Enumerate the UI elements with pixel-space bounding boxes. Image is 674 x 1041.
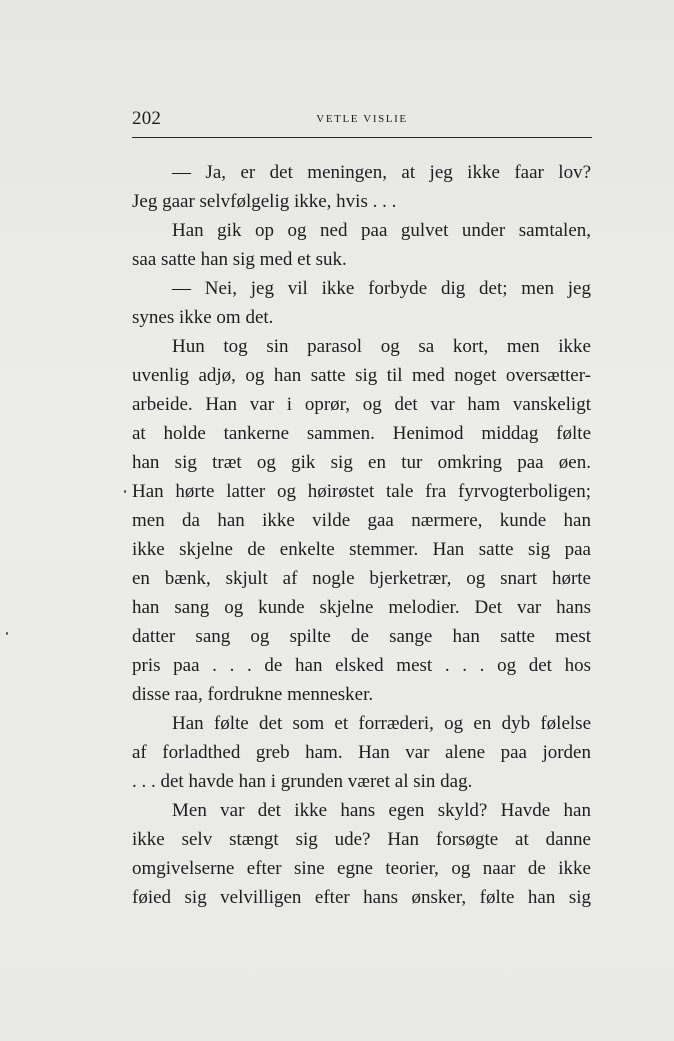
- text-line: disse raa, fordrukne mennesker.: [132, 684, 374, 705]
- text-line: Han følte det som et forræderi, og en dyb følelse: [172, 713, 591, 734]
- text-line: Jeg gaar selvfølgelig ikke, hvis . . .: [132, 191, 397, 212]
- header-rule: [132, 137, 592, 138]
- text-line: — Ja, er det meningen, at jeg ikke faar lov?: [172, 162, 591, 183]
- text-line: pris paa . . . de han elsked mest . . . og det hos: [132, 655, 591, 676]
- text-line: ikke selv stængt sig ude? Han forsøgte at danne: [132, 829, 591, 850]
- text-line: saa satte han sig med et suk.: [132, 249, 347, 270]
- text-line: men da han ikke vilde gaa nærmere, kunde han: [132, 510, 591, 531]
- body-text: [132, 158, 591, 912]
- text-line: Han hørte latter og høirøstet tale fra fyrvogterboligen;: [132, 481, 591, 502]
- text-line: synes ikke om det.: [132, 307, 274, 328]
- running-head: VETLE VISLIE: [316, 113, 408, 125]
- text-line: at holde tankerne sammen. Henimod middag følte: [132, 423, 591, 444]
- page-number: 202: [132, 108, 162, 129]
- text-line: ikke skjelne de enkelte stemmer. Han satte sig paa: [132, 539, 591, 560]
- text-line: arbeide. Han var i oprør, og det var ham vanskeligt: [132, 394, 591, 415]
- page-header: [132, 108, 592, 134]
- text-line: — Nei, jeg vil ikke forbyde dig det; men jeg: [172, 278, 591, 299]
- text-line: en bænk, skjult af nogle bjerketrær, og snart hørte: [132, 568, 591, 589]
- text-line: . . . det havde han i grunden været al sin dag.: [132, 771, 473, 792]
- text-line: datter sang og spilte de sange han satte mest: [132, 626, 591, 647]
- text-line: han sig træt og gik sig en tur omkring paa øen.: [132, 452, 591, 473]
- text-line: Han gik op og ned paa gulvet under samtalen,: [172, 220, 591, 241]
- text-line: føied sig velvilligen efter hans ønsker, følte han sig: [132, 887, 591, 908]
- paper-speck: [124, 490, 126, 493]
- paper-speck: [6, 632, 8, 635]
- text-line: Hun tog sin parasol og sa kort, men ikke: [172, 336, 591, 357]
- text-line: han sang og kunde skjelne melodier. Det var hans: [132, 597, 591, 618]
- text-line: Men var det ikke hans egen skyld? Havde han: [172, 800, 591, 821]
- text-line: uvenlig adjø, og han satte sig til med noget oversætter-: [132, 365, 591, 386]
- text-line: af forladthed greb ham. Han var alene paa jorden: [132, 742, 591, 763]
- text-line: omgivelserne efter sine egne teorier, og naar de ikke: [132, 858, 591, 879]
